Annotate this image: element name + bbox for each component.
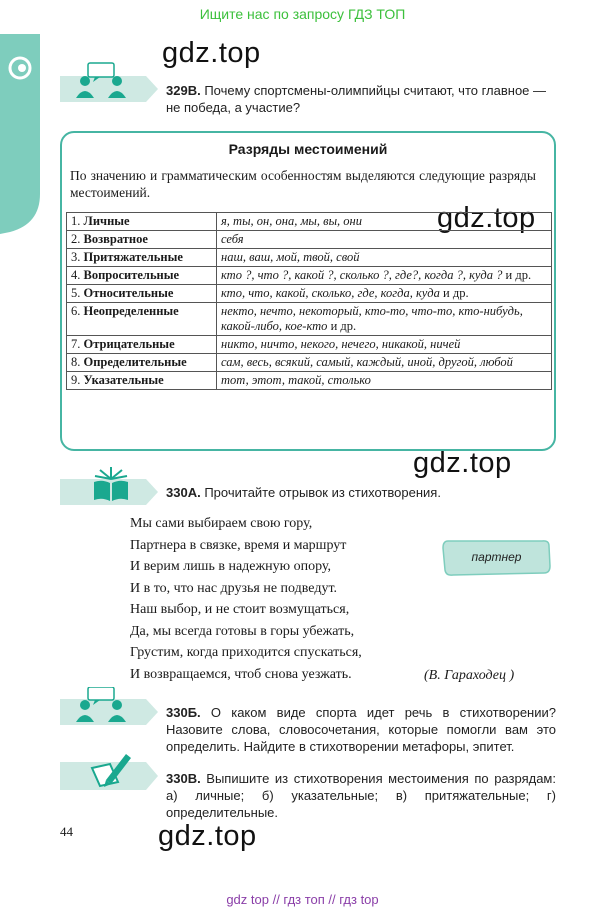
examples-text: сам, весь, всякий, самый, каждый, иной, другой, любой xyxy=(221,355,513,369)
category-name: Отрицательные xyxy=(83,337,175,351)
examples-text: никто, ничто, некого, нечего, никакой, ничей xyxy=(221,337,461,351)
task-text: О каком виде спорта идет речь в стихотворении? Назовите слова, словосочетания, которые помогли вам это определить. Найдите в стихотворении метафоры, эпитет. xyxy=(166,705,556,754)
poem-line: И верим лишь в надежную опору, xyxy=(130,559,332,574)
category-number: 6. xyxy=(71,304,84,318)
pronoun-category xyxy=(67,267,217,285)
pronoun-examples xyxy=(217,303,552,336)
table-row xyxy=(67,303,552,336)
category-name: Определительные xyxy=(83,355,187,369)
task-text: Выпишите из стихотворения местоимения по разрядам: а) личные; б) указательные; в) притяжательные; г) определительные. xyxy=(166,771,556,820)
poem-line: Мы сами выбираем свою гору, xyxy=(130,516,313,531)
writing-icon xyxy=(60,750,160,790)
examples-suffix: и др. xyxy=(443,286,469,300)
page-number: 44 xyxy=(60,824,73,839)
category-number: 1. xyxy=(71,214,84,228)
category-number: 2. xyxy=(71,232,84,246)
category-number: 5. xyxy=(71,286,84,300)
category-name: Указательные xyxy=(83,373,164,387)
task-text: Прочитайте отрывок из стихотворения. xyxy=(204,485,441,500)
task-text: Почему спортсмены-олимпийцы считают, что главное — не победа, а участие? xyxy=(166,83,547,115)
table-row xyxy=(67,285,552,303)
category-name: Относительные xyxy=(83,286,174,300)
footer: gdz top // гдз топ // гдз top xyxy=(226,892,379,907)
vocab-pill-label: партнер xyxy=(471,550,522,564)
pronoun-category xyxy=(67,372,217,390)
task-330v xyxy=(166,770,556,821)
task-330b xyxy=(166,704,556,755)
category-number: 7. xyxy=(71,337,84,351)
pronoun-examples xyxy=(217,354,552,372)
examples-text: наш, ваш, мой, твой, свой xyxy=(221,250,360,264)
pronoun-examples xyxy=(217,336,552,354)
poem-line: Да, мы всегда готовы в горы убежать, xyxy=(130,623,355,639)
book-icon xyxy=(60,463,160,505)
examples-text: себя xyxy=(221,232,244,246)
pronoun-category xyxy=(67,285,217,303)
category-number: 9. xyxy=(71,373,84,387)
task-number: 330А. xyxy=(166,485,201,500)
side-tab-decoration xyxy=(0,34,40,234)
examples-text: тот, этот, такой, столько xyxy=(221,373,371,387)
examples-suffix: и др. xyxy=(505,268,532,282)
table-row xyxy=(67,213,552,231)
category-name: Личные xyxy=(83,214,130,228)
pronouns-box-title: Разряды местоимений xyxy=(228,141,388,157)
task-number: 329В. xyxy=(166,83,201,98)
poem xyxy=(130,513,362,685)
examples-text: кто, что, какой, сколько, где, когда, куда xyxy=(221,286,440,300)
task-number: 330В. xyxy=(166,771,201,786)
pronoun-examples xyxy=(217,267,552,285)
examples-text: некто, нечто, некоторый, кто-то, что-то, кто-нибудь, какой-либо, кое-кто xyxy=(221,304,523,333)
pronouns-table xyxy=(66,212,552,390)
category-number: 3. xyxy=(71,250,84,264)
examples-text: кто ?, что ?, какой ?, сколько ?, где?, когда ?, куда ? xyxy=(221,268,503,282)
poem-author: (В. Гараходец ) xyxy=(424,668,515,683)
table-row xyxy=(67,336,552,354)
category-name: Притяжательные xyxy=(83,250,183,264)
discussion-icon xyxy=(60,687,160,725)
category-number: 4. xyxy=(71,268,84,282)
pronoun-examples xyxy=(217,213,552,231)
discussion-icon xyxy=(60,62,160,102)
poem-line: Грустим, когда приходится спускаться, xyxy=(130,645,362,660)
poem-line: Наш выбор, и не стоит возмущаться, xyxy=(130,602,350,617)
examples-text: я, ты, он, она, мы, вы, они xyxy=(221,214,362,228)
task-329v xyxy=(166,82,556,116)
pronoun-category xyxy=(67,249,217,267)
category-name: Вопросительные xyxy=(83,268,180,282)
pronoun-category xyxy=(67,231,217,249)
pronoun-category xyxy=(67,336,217,354)
pronoun-examples xyxy=(217,231,552,249)
top-note: Ищите нас по запросу ГДЗ ТОП xyxy=(199,6,406,22)
table-row xyxy=(67,372,552,390)
table-row xyxy=(67,267,552,285)
category-name: Возвратное xyxy=(83,232,148,246)
watermark-2: gdz.top xyxy=(437,202,536,234)
pronoun-category xyxy=(67,303,217,336)
examples-suffix: и др. xyxy=(330,319,357,333)
category-name: Неопределенные xyxy=(83,304,179,318)
poem-line: И в то, что нас друзья не подведут. xyxy=(130,580,338,596)
pronoun-examples xyxy=(217,372,552,390)
table-row xyxy=(67,354,552,372)
watermark-1: gdz.top xyxy=(162,37,261,69)
table-row xyxy=(67,249,552,267)
poem-line: И возвращаемся, чтоб снова уезжать. xyxy=(130,666,352,682)
watermark-3: gdz.top xyxy=(413,447,512,479)
pronoun-category xyxy=(67,354,217,372)
watermark-4: gdz.top xyxy=(158,820,257,852)
poem-line: Партнера в связке, время и маршрут xyxy=(130,537,347,553)
pronoun-examples xyxy=(217,249,552,267)
pronoun-category xyxy=(67,213,217,231)
pronouns-intro: По значению и грамматическим особенностям выделяются следующие разряды местоимений. xyxy=(70,168,536,200)
category-number: 8. xyxy=(71,355,84,369)
task-330a xyxy=(166,484,441,501)
table-row xyxy=(67,231,552,249)
task-number: 330Б. xyxy=(166,705,201,720)
pronoun-examples xyxy=(217,285,552,303)
